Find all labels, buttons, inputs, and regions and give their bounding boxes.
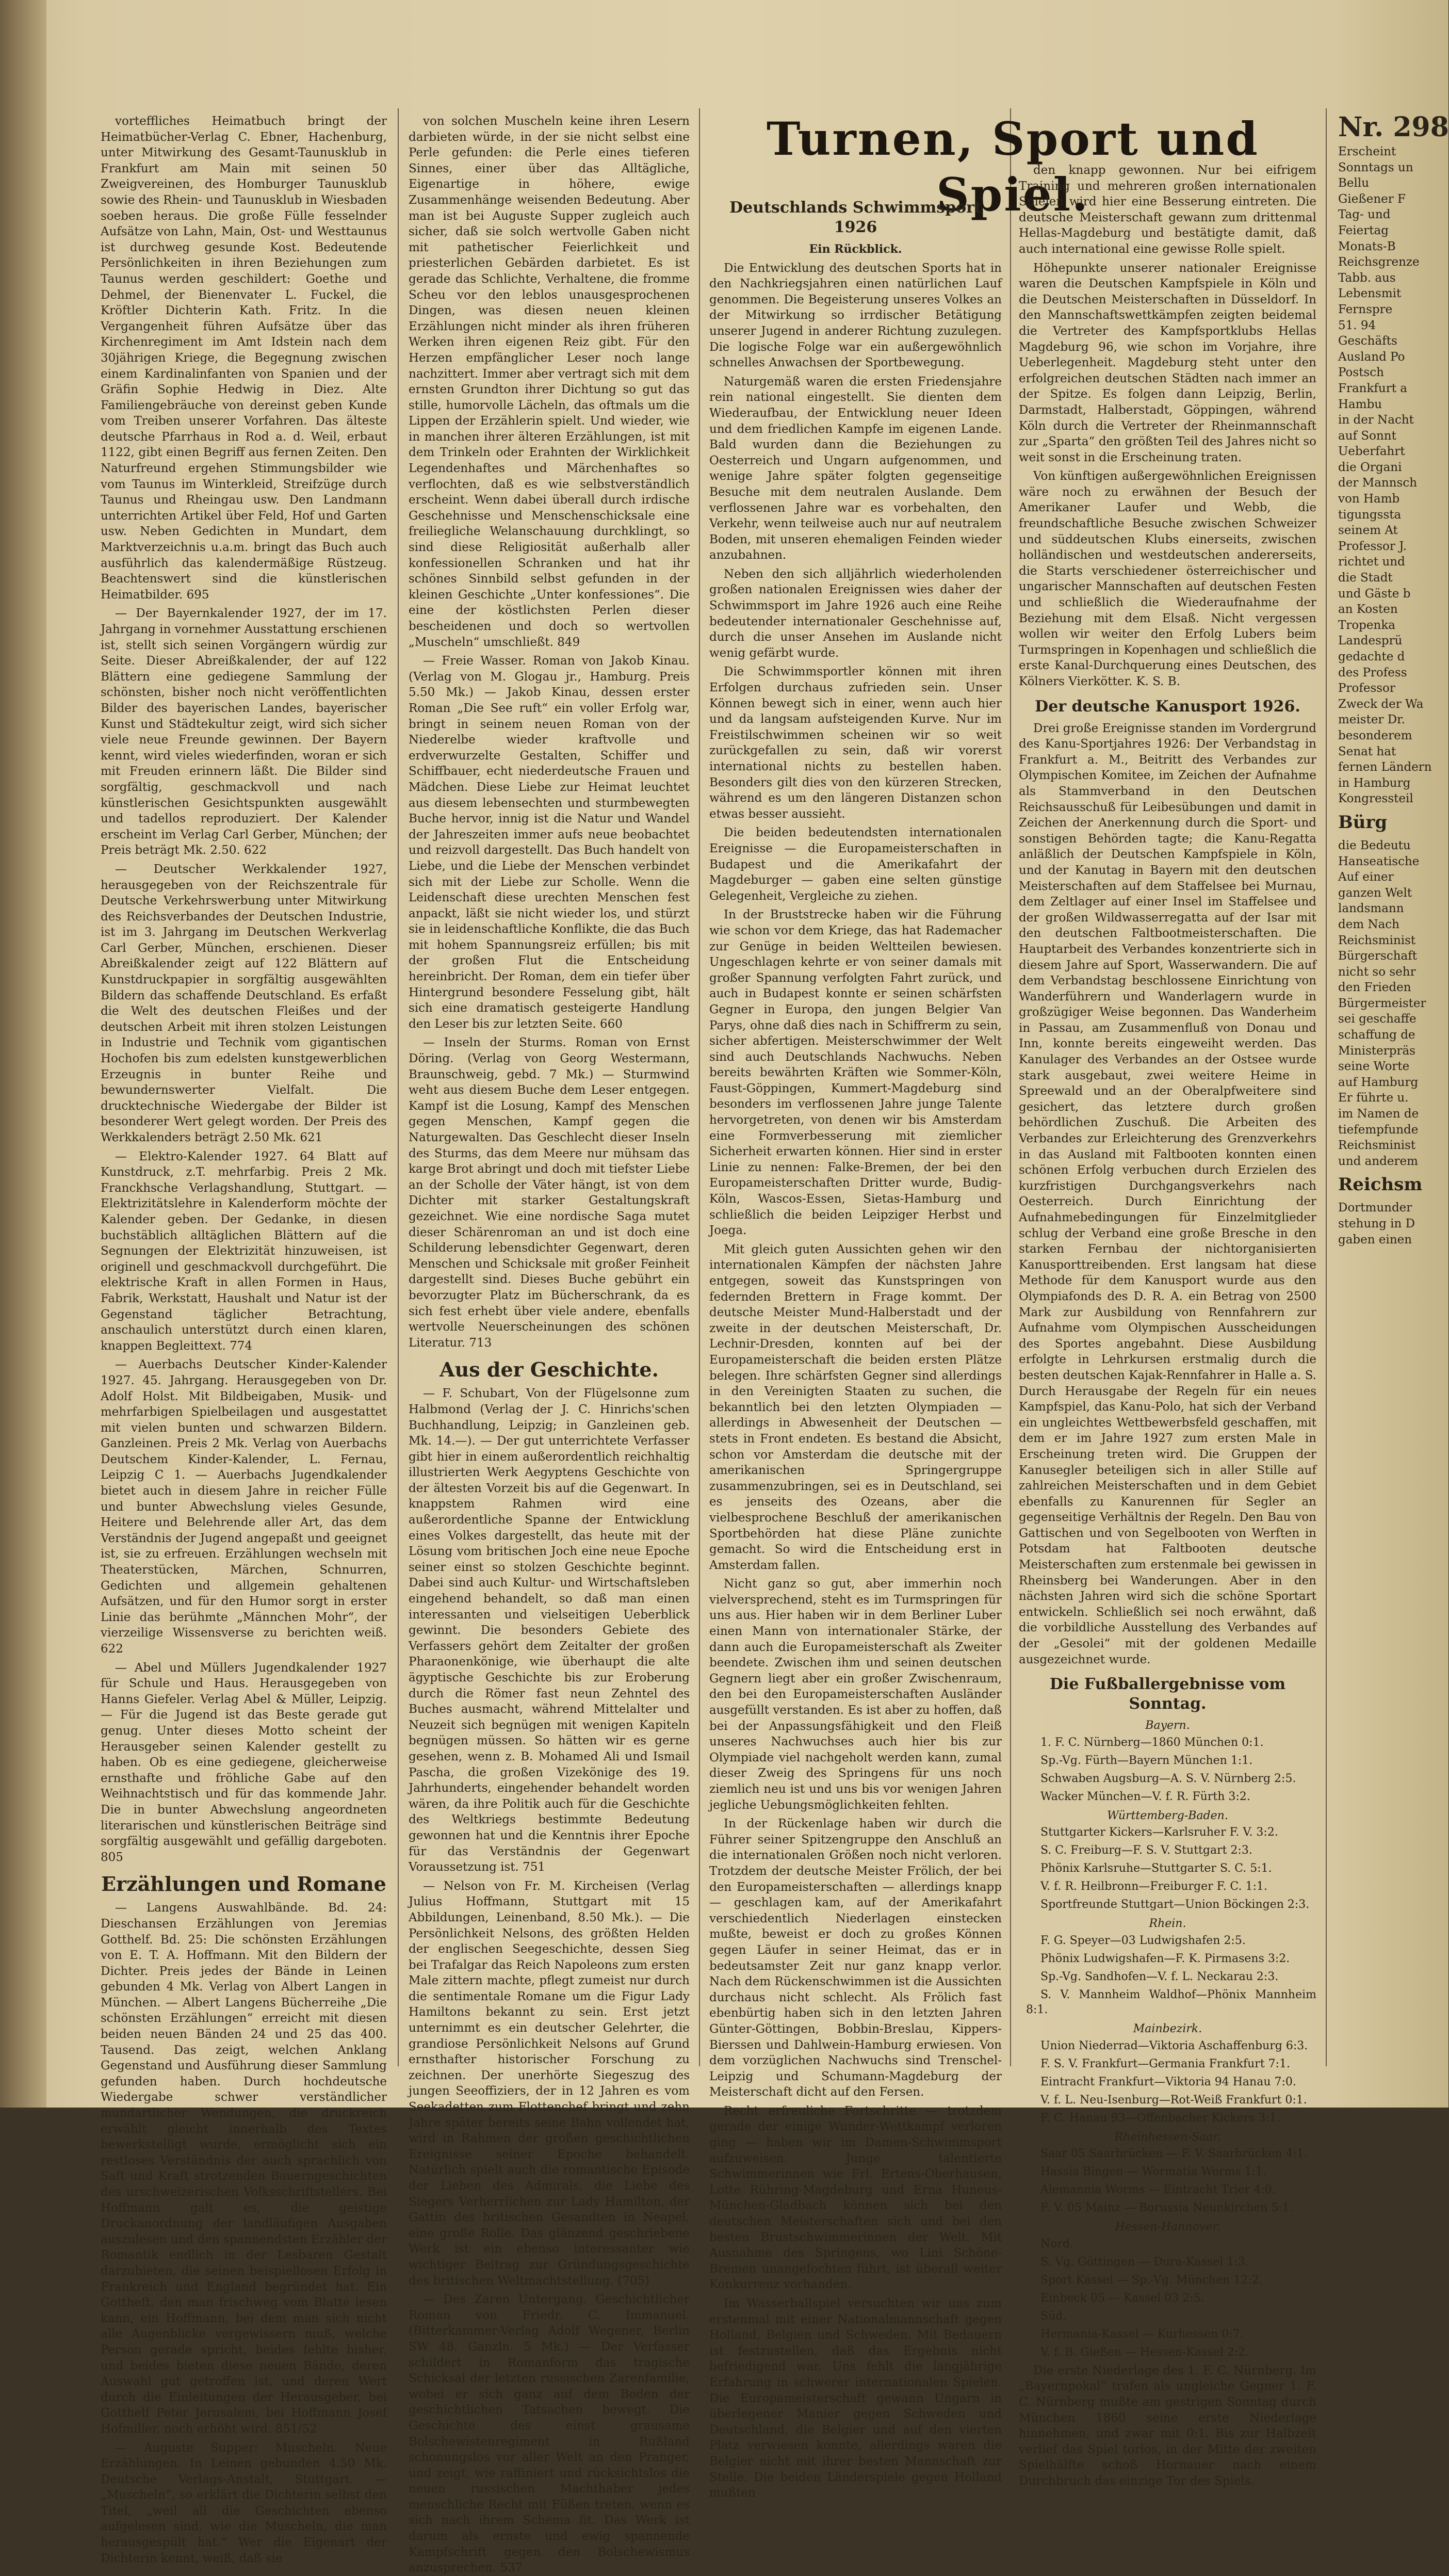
- facing-page-fragment: die Bedeutu: [1338, 838, 1411, 852]
- facing-page-fragment: Erscheint: [1338, 145, 1396, 158]
- facing-page-fragment: Reichsminist: [1338, 933, 1416, 947]
- article-paragraph: Mit gleich guten Aussichten gehen wir den internationalen Kämpfen der nächsten Jahre entgegen, soweit das Kunstspringen von federnden Brettern in Frage kommt. Der deutsche Meister Mund-Halberstadt und der zweite in der deutschen Meisterschaft, Dr. Lechnir-Dresden, konnten auf bei der Europameisterschaft die beiden ersten Plätze belegen. Ihre schärfsten Gegner sind allerdings in den Vereinigten Staaten zu suchen, die bekanntlich bei den letzten Olympiaden — allerdings in Abwesenheit der Deutschen — stets in Front endeten. Es bestand die Absicht, schon vor Amsterdam die deutsche mit der amerikanischen Springergruppe zusammenzubringen, sei es in Deutschland, sei es jenseits des Ozeans, aber die vielbesprochene Beschluß der amerikanischen Sportbehörden hat diese Pläne zunichte gemacht. So wird die Entscheidung erst in Amsterdam fallen.: [709, 1242, 1002, 1572]
- facing-page-fragment: Fernspre: [1338, 302, 1393, 316]
- facing-page-fragment: tigungssta: [1338, 508, 1402, 522]
- facing-page-fragment: den Frieden: [1338, 981, 1411, 995]
- results-region: Württemberg-Baden.: [1107, 1809, 1228, 1822]
- article-paragraph: Im Wasserballspiel versuchten wir uns zum erstenmal mit einer Nationalmannschaft gegen Holland, Belgien und Schweden. Mit Bedauern ist festzustellen, daß das Ergebnis nicht befriedigend war. Uns fehlt die langjährige Erfahrung in schwerer internationalen Spielen. Die Europameisterschaft gewann Ungarn in überlegener Manier gegen Schweden und Deutschland, die Belgier und auf den vierten Platz verwiesen konnte, allerdings waren die Belgier nicht mit ihrer besten Mannschaft zur Stelle. Die beiden Länderspiele gegen Holland mußten: [709, 2297, 1002, 2500]
- result-line: Phönix Karlsruhe—Stuttgarter S. C. 5:1.: [1040, 1862, 1272, 1875]
- article-paragraph: Die erste Niederlage des 1. F. C. Nürnberg. Im „Bayernpokal“ trafen als ungleiche Gegner 1. F. C. Nürnberg mußte am gestrigen Sonntag durch München 1860 seine erste Niederlage hinnehmen, und zwar mit 0:1. Bis zur Halbzeit verlief das Spiel torlos, in der Mitte der zweiten Spielhälfte schoß Hornauer nach einem Durchbruch das einzige Tor des Spiels.: [1019, 2363, 1316, 2488]
- article-paragraph: Drei große Ereignisse standen im Vordergrund des Kanu-Sportjahres 1926: Der Verbandstag in Frankfurt a. M., Beitritt des Verbandes zur Olympischen Komitee, im Zeichen der Aufnahme als Stammverband in den Deutschen Reichsausschuß für Leibesübungen und damit in Zeichen der Anerkennung durch die Sport- und sonstigen Behörden tagte; die Kanu-Regatta anläßlich der Deutschen Kampfspiele in Köln, und der Kanutag in Bayern mit den deutschen Meisterschaften auf dem Staffelsee bei Murnau, dem Zeltlager auf einer Insel im Staffelsee und der großen Wildwasserregatta auf der Isar mit den deutschen Faltbootmeisterschaften. Die Hauptarbeit des Verbandes konzentrierte sich in diesem Jahre auf Sport, Wasserwandern. Die auf dem Verbandstag beschlossene Einrichtung von Wanderführern und Wanderlagern wurde in großzügiger Weise begonnen. Das Wanderheim in Passau, am Zusammenfluß von Donau und Inn, konnte bereits eingeweiht werden. Das Kanulager des Verbandes an der Ostsee wurde stark ausgebaut, zwei weitere Heime in Spreewald und an der Oberalpfweitere sind gesichert, das letztere durch großen behördlichen Zuschuß. Die Arbeiten des Verbandes zur Erleichterung des Grenzverkehrs in das Ausland mit Faltbooten konnten einen schönen Erfolg verbuchen durch Erzielen des kurzfristigen Durchgangsverkehrs nach Oesterreich. Durch Einrichtung der Aufnahmebedingungen für Einzelmitglieder schlug der Verband eine große Bresche in den starken Fernbau der nichtorganisierten Kanusporttreibenden. Erst langsam hat diese Methode für dem Kanusport wurde aus den Olympiafonds des D. R. A. ein Betrag von 2500 Mark zur Ausbildung von Rennfahrern zur Aufnahme vom Olympischen Ausscheidungen des Sportes angebahnt. Diese Ausbildung erfolgte in Lehrkursen erstmalig durch die besten deutschen Kajak-Rennfahrer in Halle a. S. Durch Herausgabe der Regeln für ein neues Kampfspiel, das Kanu-Polo, hat sich der Verband ein ungleichtes Wettbewerbsfeld geschaffen, mit dem er im Jahre 1927 zum ersten Male in Erscheinung treten wird. Die Gruppen der Kanusegler beteiligen sich in aller Stille auf zahlreichen Meisterschaften und in dem Gebiet ebenfalls zu Kanurennen für Segler an gegenseitige Verhältnis der Regeln. Den Bau von Gattischen und von Segelbooten von Werften in Potsdam hat Faltbooten deutsche Meisterschaften zum erstenmale bei gewissen in Rheinsberg bei Wanderungen. Aber in den nächsten Jahren wird sich die schöne Sportart entwickeln. Schließlich sei noch erwähnt, daß die vorbildliche Ausstellung des Verbandes auf der „Gesolei“ mit der goldenen Medaille ausgezeichnet wurde.: [1019, 721, 1316, 1666]
- result-line: F. G. Speyer—03 Ludwigshafen 2:5.: [1040, 1934, 1246, 1947]
- issue-number: Nr. 298: [1338, 111, 1449, 143]
- result-line: V. f. L. Neu-Isenburg—Rot-Weiß Frankfurt 0:1.: [1040, 2093, 1307, 2107]
- result-line: F. S. V. Frankfurt—Germania Frankfurt 7:1.: [1040, 2057, 1291, 2070]
- article-heading-kanusport: Der deutsche Kanusport 1926.: [1035, 697, 1300, 716]
- facing-page-fragment: richtet und: [1338, 555, 1405, 569]
- facing-page-fragment: nicht so sehr: [1338, 965, 1416, 979]
- review-paragraph: — Nelson von Fr. M. Kircheisen (Verlag Julius Hoffmann, Stuttgart mit 15 Abbildungen, Leinenband, 8.50 Mk.). — Die Persönlichkeit Nelsons, des größten Helden der englischen Seegeschichte, dessen Sieg bei Trafalgar das Reich Napoleons zum ersten Male zittern machte, pflegt zumeist nur durch die sentimentale Romane um die Figur Lady Hamiltons bekannt zu sein. Erst jetzt unternimmt es ein deutscher Gelehrter, die grandiose Persönlichkeit Nelsons auf Grund ernsthafter historischer Forschung zu zeichnen. Der unerhörte Siegeszug des jungen Seeoffiziers, der in 12 Jahren es vom Seekadetten zum Flottenchef bringt und zehn Jahre später bereits seine Bahn vollendet hat, wird in Rahmen der großen geschichtlichen Ereignisse seiner Epoche behandelt. Natürlich spielt auch die romantische Episode der Lieben des Admirals, die Liebe des Siegers Verherrlichen zur Lady Hamilton, der Gattin des britischen Gesandten in Neapel, eine große Rolle. Das glänzend geschriebene Werk ist ein ebenso interessanter wie wichtiger Beitrag zur Gründungsgeschichte des britischen Weltmachtstellung. (705): [409, 1879, 690, 2288]
- result-line: Süd.: [1040, 2309, 1067, 2323]
- facing-page-fragment: sei geschaffe: [1338, 1012, 1417, 1026]
- article-paragraph: Nicht ganz so gut, aber immerhin noch vielversprechend, steht es im Turmspringen für uns aus. Hier haben wir in dem Berliner Luber einen Mann von internationaler Stärke, der dann auch die Europameisterschaft als Zweiter beendete. Zwischen ihm und seinen deutschen Gegnern liegt aber ein großer Zwischenraum, den bei den Europameisterschaften Ausländer ausgefüllt verstanden. Es ist aber zu hoffen, daß bei der Anpassungsfähigkeit und den Fleiß unseres Nachwuchses auch hier bis zur Olympiade viel nachgeholt werden kann, zumal dieser Zweig des Springens für uns noch ziemlich neu ist und uns bis vor wenigen Jahren jegliche Uebungsmöglichkeiten fehlten.: [709, 1577, 1002, 1812]
- result-line: Schwaben Augsburg—A. S. V. Nürnberg 2:5.: [1040, 1772, 1296, 1785]
- review-paragraph: — Inseln der Sturms. Roman von Ernst Döring. (Verlag von Georg Westermann, Braunschweig, gebd. 7 Mk.) — Sturmwind weht aus diesem Buche dem Leser entgegen. Kampf ist die Losung, Kampf des Menschen gegen Menschen, Kampf gegen die Naturgewalten. Das Geschlecht dieser Inseln des Sturms, das dem Meere nur mühsam das karge Brot abringt und doch mit tiefster Liebe an der Scholle der Väter hängt, ist von dem Dichter mit starker Gestaltungskraft gezeichnet. Wie eine nordische Saga mutet dieser Schärenroman an und ist doch eine Schilderung lebensdichter Gegenwart, deren Menschen und Schicksale mit großer Feinheit dargestellt sind. Dieses Buche gebührt ein bevorzugter Platz im Bücherschrank, da es sich fest erhebt über viele andere, ebenfalls wertvolle Neuerscheinungen des schönen Literatur. 713: [409, 1036, 690, 1350]
- facing-page-fragment: Frankfurt a: [1338, 381, 1408, 395]
- facing-page-fragment: Tropenka: [1338, 618, 1395, 632]
- facing-page-fragment: auf Sonnt: [1338, 429, 1396, 443]
- facing-page-fragment: des Profess: [1338, 666, 1407, 679]
- result-line: Hassia Bingen — Wormatia Worms 1:1.: [1040, 2165, 1266, 2179]
- facing-page-strip: [1338, 111, 1448, 2061]
- facing-page-fragment: der Mannsch: [1338, 476, 1418, 490]
- article-heading-schwimmsport: Deutschlands Schwimmsport 1926: [729, 199, 982, 236]
- column-swimming-article: [709, 191, 1002, 2500]
- result-line: S. Vg. Göttingen — Dura-Kassel 1:3.: [1040, 2255, 1249, 2269]
- article-paragraph: Höhepunkte unserer nationaler Ereignisse waren die Deutschen Kampfspiele in Köln und die Deutschen Meisterschaften in Düsseldorf. In den Mannschaftswettkämpfen zeigten beidemal die Vertreter des Kampfsportklubs Hellas Magdeburg 96, wie schon im Vorjahre, ihre Ueberlegenheit. Magdeburg steht unter den erfolgreichen deutschen Städten nach immer an der Spitze. Es folgen dann Leipzig, Berlin, Darmstadt, Halberstadt, Göppingen, während Köln durch die Vertreter der Rheinmannschaft zur „Sparta“ den größten Teil des Jahres nicht so weit sonst in die Erscheinung traten.: [1019, 261, 1316, 464]
- facing-page-fragment: Zweck der Wa: [1338, 697, 1424, 711]
- column-book-reviews: [101, 114, 387, 2565]
- article-paragraph: Die Entwicklung des deutschen Sports hat in den Nachkriegsjahren einen natürlichen Lauf genommen. Die Begeisterung unseres Volkes an der Mitwirkung so irrdischer Betätigung unserer Jugend in anderer Richtung zuzulegen. Die logische Folge war ein außergewöhnlich schnelles Anwachsen der Sportbewegung.: [709, 261, 1002, 370]
- facing-page-fragment: auf Hamburg: [1338, 1075, 1419, 1089]
- facing-page-fragment: Postsch: [1338, 366, 1384, 380]
- article-paragraph: In der Rückenlage haben wir durch die Führer seiner Spitzengruppe den Anschluß an die internationalen Größen noch nicht verloren. Trotzdem der deutsche Meister Frölich, der bei den Europameisterschaften — allerdings knapp — geschlagen kam, auf der Amerikafahrt verschiedentlich Niederlagen einstecken mußte, beweist er doch zu großes Können gegen Läufer in seiner Heimat, das er in bedeutsamster Zeit nur ganz knapp verlor. Nach dem Rückenschwimmen ist die Aussichten durchaus nicht schlecht. Als Frölich fast ebenbürtig haben sich in den letzten Jahren Günter-Göttingen, Bobbin-Breslau, Kippers-Bierssen und Dahlwein-Hamburg erwiesen. Von dem vorzüglichen Nachwuchs sind Trenschel-Leipzig und Schumann-Magdeburg der Meisterschaft dicht auf den Fersen.: [709, 1817, 1002, 2099]
- facing-page-fragment: an Kosten: [1338, 603, 1398, 617]
- facing-page-fragment: stehung in D: [1338, 1217, 1415, 1230]
- article-paragraph: Die Schwimmsportler können mit ihren Erfolgen durchaus zufrieden sein. Unser Können bewegt sich in einer, wenn auch hier und da langsam aufsteigenden Kurve. Nur im Freistilschwimmen scheinen wir so weit zurückgefallen zu sein, daß wir vorerst international nichts zu bestellen haben. Besonders gilt dies von den kürzeren Strecken, während es um den längeren Distanzen schon etwas besser aussieht.: [709, 665, 1002, 821]
- results-region: Rhein.: [1149, 1917, 1186, 1931]
- result-line: V. f. B. Gießen — Hessen-Kassel 2:2.: [1040, 2345, 1249, 2359]
- review-paragraph: — Auguste Supper: Muscheln. Neue Erzählungen. In Leinen gebunden 4.50 Mk. Deutsche Verlags-Anstalt, Stuttgart. — „Muscheln“, so erklärt die Dichterin selbst den Titel, „weil all die Geschichten ebenso aufgelesen sind, wie die Muscheln, die man herausgespült hat.“ Wer die Eigenart der Dichterin kennt, weiß, daß sie: [101, 2441, 387, 2565]
- result-line: Wacker München—V. f. R. Fürth 3:2.: [1040, 1790, 1250, 1803]
- facing-page-fragment: Bürgermeister: [1338, 996, 1426, 1010]
- article-paragraph: den knapp gewonnen. Nur bei eifrigem Training und mehreren großen internationalen Spielen wird hier eine Besserung eintreten. Die deutsche Meisterschaft gewann zum drittenmal Hellas-Magdeburg und bestätigte damit, daß auch international eine gewisse Rolle spielt.: [1019, 164, 1316, 256]
- facing-page-fragment: besonderem: [1338, 728, 1412, 742]
- results-region: Rheinhessen-Saar.: [1114, 2130, 1221, 2144]
- facing-page-fragment: Geschäfts: [1338, 334, 1397, 348]
- facing-page-fragment: meister Dr.: [1338, 713, 1405, 727]
- facing-page-fragment: Landesprü: [1338, 634, 1403, 648]
- review-paragraph: — Deutscher Werkkalender 1927, herausgegeben von der Reichszentrale für Deutsche Verkehrswerbung unter Mitwirkung des Reichsverbandes der Deutschen Industrie, ist im 3. Jahrgang im Deutschen Werkverlag Carl Gerber, München, erschienen. Dieser Abreißkalender zeigt auf 122 Blättern auf Kunstdruckpapier in sorgfältig ausgewählten Bildern das schaffende Deutschland. Es erfaßt die Welt des deutschen Fleißes und der deutschen Arbeit mit ihren stolzen Leistungen in Industrie und Technik vom gigantischen Hochofen bis zum edelsten kunstgewerblichen Erzeugnis in bunter Reihe und bewundernswerter Vielfalt. Die drucktechnische Wiedergabe der Bilder ist besonderer Wert gelegt worden. Der Preis des Werkkalenders beträgt 2.50 Mk. 621: [101, 862, 387, 1144]
- facing-page-fragment: die Stadt: [1338, 571, 1393, 585]
- facing-page-fragment: landsmann: [1338, 902, 1404, 916]
- review-paragraph: — Elektro-Kalender 1927. 64 Blatt auf Kunstdruck, z.T. mehrfarbig. Preis 2 Mk. Franckhsche Verlagshandlung, Stuttgart. — Elektrizitätslehre in Kalenderform möchte der Kalender geben. Der Gedanke, in diesen buchstäblich alltäglichen Blättern auf die Segnungen der Elektrizität hinzuweisen, ist originell und geschmackvoll durchgeführt. Die elektrische Kraft in allen Formen in Haus, Fabrik, Werkstatt, Haushalt und Natur ist der Gegenstand täglicher Betrachtung, anschaulich unterstützt durch einen klaren, knappen Begleittext. 774: [101, 1149, 387, 1353]
- article-paragraph: Recht erfreuliche Fortschritte — trotzdem gerade der einige Wunder-Wettkampf verloren ging — haben wir im Damen-Schwimmsport aufzuweisen. Junge talentierte Schwimmerinnen wie Frl. Ertens-Oberhausen, Lotte Rühring-Magdeburg und Erna Huneus-München-Gladbach können sich bei den deutschen Meisterschaften sich und bei den besten Brustschwimmerinnen der Welt. Mit Ausnahme des Springens, wo Lini Schöne-Bremen unangefochten führt, ist überall weiter Konkurrenz vorhanden.: [709, 2104, 1002, 2292]
- review-paragraph: — F. Schubart, Von der Flügelsonne zum Halbmond (Verlag der J. C. Hinrichs'schen Buchhandlung, Leipzig; in Ganzleinen geb. Mk. 14.—). — Der gut unterrichtete Verfasser gibt hier in einem außerordentlich reichhaltig illustrierten Werk Aegyptens Geschichte von der ältesten Vorzeit bis auf die Gegenwart. In knappstem Rahmen wird eine außerordentliche Spanne der Entwicklung eines Volkes dargestellt, das heute mit der Lösung vom britischen Joch eine neue Epoche seiner einst so stolzen Geschichte beginnt. Dabei sind auch Kultur- und Wirtschaftsleben eingehend behandelt, so daß man einen interessanten und vielseitigen Ueberblick gewinnt. Die besonders Gebiete des Verfassers gehört dem Zeitalter der großen Pharaonenkönige, wie überhaupt die alte ägyptische Geschichte bis zur Eroberung durch die Römer fast neun Zehntel des Buches ausmacht, während Mittelalter und Neuzeit sich begnügen mit wenigen Kapiteln begnügen müssen. So hätten wir es gerne gesehen, wenn z. B. Mohamed Ali und Ismail Pascha, die großen Vizekönige des 19. Jahrhunderts, eingehender behandelt worden wären, da ihre Politik auch für die Geschichte des Weltkriegs bestimmte Bedeutung gewonnen hat und die Kenntnis ihrer Epoche für das Verständnis der Gegenwart Voraussetzung ist. 751: [409, 1387, 690, 1874]
- facing-page-fragment: Senat hat: [1338, 744, 1396, 758]
- result-line: 1. F. C. Nürnberg—1860 München 0:1.: [1040, 1736, 1264, 1749]
- result-line: F. V. 05 Mainz — Borussia Neunkirchen 5:1.: [1040, 2201, 1293, 2215]
- result-line: S. C. Freiburg—F. S. V. Stuttgart 2:3.: [1040, 1844, 1252, 1857]
- review-paragraph: — Abel und Müllers Jugendkalender 1927 für Schule und Haus. Herausgegeben von Hanns Giefeler. Verlag Abel & Müller, Leipzig. — Für die Jugend ist das Beste gerade gut genug. Unter dieses Motto scheint der Herausgeber seinen Kalender gestellt zu haben. Ob es eine gediegene, gleicherweise ernsthafte und fröhliche Gabe auf den Weihnachtstisch und für das kommende Jahr. Die in bunter Abwechslung angeordneten literarischen und künstlerischen Beiträge sind sorgfältig ausgewählt und gefällig dargeboten. 805: [101, 1661, 387, 1864]
- results-region: Hessen-Hannover.: [1115, 2221, 1220, 2234]
- facing-page-fragment: dem Nach: [1338, 917, 1399, 931]
- facing-page-fragment: Monats-B: [1338, 239, 1396, 253]
- result-line: Einbeck 05 — Kassel 03 2:5.: [1040, 2291, 1204, 2305]
- facing-page-fragment: Reichsgrenze: [1338, 255, 1420, 269]
- result-line: Sp.-Vg. Fürth—Bayern München 1:1.: [1040, 1754, 1253, 1767]
- column-rule: [699, 108, 700, 2066]
- facing-page-fragment: in Hamburg: [1338, 776, 1411, 790]
- facing-page-fragment: ganzen Welt: [1338, 886, 1412, 900]
- results-region: Mainbezirk.: [1133, 2022, 1202, 2035]
- article-subheading: Ein Rückblick.: [809, 242, 902, 256]
- result-line: S. V. Mannheim Waldhof—Phönix Mannheim 8:1.: [1026, 1988, 1316, 2016]
- article-heading-fussball: Die Fußballergebnisse vom Sonntag.: [1049, 1675, 1286, 1713]
- facing-page-fragment: Lebensmit: [1338, 287, 1402, 301]
- result-line: Nord.: [1040, 2237, 1074, 2250]
- facing-page-fragment: Tag- und: [1338, 208, 1391, 222]
- result-line: Sport Kassel — Sp.-Vg. München 12:2.: [1040, 2273, 1263, 2287]
- review-paragraph: — Der Bayernkalender 1927, der im 17. Jahrgang in vornehmer Ausstattung erschienen ist, stellt sich seinen Vorgängern würdig zur Seite. Dieser Abreißkalender, der auf 122 Blättern eine gediegene Sammlung der schönsten, bisher noch nicht veröffentlichten Bilder des bayerischen Landes, bayerischer Kunst und Städtekultur zeigt, wird sich sicher viele neue Freunde gewinnen. Der Bayern kennt, wird vieles wiederfinden, woran er sich mit Freuden erinnern läßt. Die Bilder sind sorgfältig, geschmackvoll und nach künstlerischen Gesichtspunkten ausgewählt und tadellos reproduziert. Der Kalender erscheint im Verlag Carl Gerber, München; der Preis beträgt Mk. 2.50. 622: [101, 607, 387, 857]
- column-sport-news: [1019, 163, 1316, 2488]
- section-heading-geschichte: Aus der Geschichte.: [439, 1358, 659, 1382]
- result-line: V. f. R. Heilbronn—Freiburger F. C. 1:1.: [1040, 1880, 1267, 1893]
- page-binding-edge: [0, 0, 46, 2108]
- facing-page-fragment: Professor J.: [1338, 539, 1407, 553]
- facing-page-fragment: Professor: [1338, 682, 1395, 695]
- facing-page-fragments: [1338, 144, 1448, 1248]
- facing-page-fragment: und anderem: [1338, 1154, 1418, 1168]
- column-rule: [1010, 108, 1011, 2066]
- facing-page-fragment: Dortmunder: [1338, 1201, 1412, 1215]
- facing-page-fragment: Ausland Po: [1338, 350, 1405, 364]
- facing-page-fragment: schaffung de: [1338, 1028, 1415, 1042]
- facing-page-fragment: von Hamb: [1338, 492, 1400, 506]
- facing-page-fragment: Bürgerschaft: [1338, 949, 1418, 963]
- facing-page-fragment: Sonntags un: [1338, 160, 1413, 174]
- facing-page-fragment: gedachte d: [1338, 650, 1405, 663]
- section-heading-erzaehlungen: Erzählungen und Romane: [101, 1872, 386, 1896]
- facing-page-fragment: gaben einen: [1338, 1233, 1412, 1246]
- facing-page-fragment: 51. 94: [1338, 318, 1376, 332]
- article-paragraph: Die beiden bedeutendsten internationalen Ereignisse — die Europameisterschaften in Budapest und die Amerikafahrt der Magdeburger — gaben eine selten günstige Gelegenheit, Vergleiche zu ziehen.: [709, 826, 1002, 903]
- facing-page-fragment: seinem At: [1338, 524, 1398, 538]
- result-line: Alemannia Worms — Eintracht Trier 4:0.: [1040, 2183, 1276, 2197]
- facing-page-fragment: seine Worte: [1338, 1060, 1410, 1074]
- facing-page-fragment: die Organi: [1338, 460, 1402, 474]
- result-line: Sportfreunde Stuttgart—Union Böckingen 2:3.: [1040, 1898, 1310, 1911]
- result-line: Eintracht Frankfurt—Viktoria 94 Hanau 7:0.: [1040, 2075, 1296, 2088]
- review-paragraph: vorteffliches Heimatbuch bringt der Heimatbücher-Verlag C. Ebner, Hachenburg, unter Mitwirkung des Gesamt-Taunusklub in Frankfurt am Main mit seinen 50 Zweigvereinen, des Homburger Taunusklub sowie des Rhein- und Taunusklub in Wiesbaden soeben heraus. Die große Fülle fesselnder Aufsätze von Lahn, Main, Ost- und Westtaunus ist durchweg gesunde Kost. Bedeutende Persönlichkeiten in ihren Beziehungen zum Taunus werden geschildert: Goethe und Dehmel, der Bienenvater L. Fuckel, die Kröftler Dichterin Kath. Fritz. In die Vergangenheit führen Aufsätze über das Kirchenregiment im Amt Idstein nach dem 30jährigen Kriege, die Begegnung zwischen einem Kardinalinfanten von Spanien und der Gräfin Sophie Hedwig in Diez. Alte Familiengebräuche von dereinst geben Kunde vom Treiben unserer Vorfahren. Das älteste deutsche Pfarrhaus in Rod a. d. Weil, erbaut 1122, gibt einen Begriff aus fernen Zeiten. Den Naturfreund ergehen Stimmungsbilder wie vom Taunus im Winterkleid, Streifzüge durch Taunus und Rheingau usw. Den Landmann unterrichten Artikel über Feld, Hof und Garten usw. Neben Gedichten in Mundart, dem Marktverzeichnis u.a.m. bringt das Buch auch ausführlich das kalendermäßige Rüstzeug. Beachtenswert sind die künstlerischen Heimatbilder. 695: [101, 115, 387, 602]
- column-book-reviews-2: [409, 114, 690, 2575]
- facing-page-fragment: Hambu: [1338, 397, 1382, 411]
- result-line: Stuttgarter Kickers—Karlsruher F. V. 3:2.: [1040, 1826, 1278, 1839]
- article-paragraph: Naturgemäß waren die ersten Friedensjahre rein national eingestellt. Sie dienten dem Wiederaufbau, der Entwicklung neuer Ideen und dem friedlichen Kampfe im eigenen Lande. Bald wurden dann die Beziehungen zu Oesterreich und Ungarn aufgenommen, und wenige Jahre später folgten gegenseitige Besuche mit dem neutralen Auslande. Dem verflossenen Jahre war es vorbehalten, den Verkehr, wenn teilweise auch nur auf neutralem Boden, mit unseren ehemaligen Feinden wieder anzubahnen.: [709, 375, 1002, 562]
- review-paragraph: — Freie Wasser. Roman von Jakob Kinau. (Verlag von M. Glogau jr., Hamburg. Preis 5.50 Mk.) — Jakob Kinau, dessen erster Roman „Die See ruft“ ein voller Erfolg war, bringt in seinem neuen Roman von der Niederelbe wieder kraftvolle und erdverwurzelte Gestalten, Schiffer und Schiffbauer, echt niederdeutsche Frauen und Mädchen. Diese Liebe zur Heimat leuchtet aus diesem lebensechten und sturmbewegten Buche hervor, innig ist die Natur und Wandel der Jahreszeiten immer aufs neue beobachtet und reizvoll dargestellt. Das Buch handelt von Liebe, und die Liebe der Menschen verbindet sich mit der Liebe zur Scholle. Wenn die Leidenschaft diese urechten Menschen fest anpackt, läßt sie nicht wieder los, und stürzt sie in leidenschaftliche Konflikte, die das Buch mit hohem Spannungsreiz erfüllen; bis mit der großen Flut die Entscheidung hereinbricht. Der Roman, dem ein tiefer über Hintergrund besondere Fesselung gibt, hält sich eine dramatisch gesteigerte Handlung den Leser bis zur letzten Seite. 660: [409, 654, 690, 1031]
- article-paragraph: Neben den sich alljährlich wiederholenden großen nationalen Ereignissen wies daher der Schwimmsport im Jahre 1926 auch eine Reihe bedeutender internationaler Geschehnisse auf, durch die unser Ansehen im Auslande nicht wenig gefärbt wurde.: [709, 567, 1002, 660]
- review-paragraph: — Des Zaren Untergang. Geschichtlicher Roman von Friedr. C. Immanuel. (Bitterkammer-Verlag Adolf Wegener, Berlin SW 48. Ganzln. 5 Mk.) — Der Verfasser schildert in Romanform das tragische Schicksal der letzten russischen Zarenfamilie, wobei er sich ganz auf dem Boden der geschichtlichen Tatsachen bewegt. Die Geschichte des einst grausame Bolschewistenregiment in Rußland schonungslos vor aller Welt an den Pranger, und zeigt, wie raffiniert und rücksichtslos die neuen russischen Machthaber jedes menschliche Recht mit Füßen treten, wenn es sich nach ihrem Schema fit. Das Werk ist darum als ernste und ewig spannende Kampfschrift gegen den Bolschewismus anzusprechen. 537: [409, 2293, 690, 2575]
- result-line: Phönix Ludwigshafen—F. K. Pirmasens 3:2.: [1040, 1952, 1290, 1965]
- facing-page-fragment: Ueberfahrt: [1338, 445, 1405, 459]
- facing-page-fragment: Bürg: [1338, 812, 1388, 833]
- facing-page-fragment: Kongressteil: [1338, 792, 1413, 806]
- facing-page-fragment: in der Nacht: [1338, 413, 1414, 427]
- facing-page-fragment: Reichsm: [1338, 1174, 1423, 1195]
- facing-page-fragment: fernen Ländern: [1338, 760, 1432, 774]
- facing-page-fragment: Ministerpräs: [1338, 1044, 1415, 1058]
- article-paragraph: Von künftigen außergewöhnlichen Ereignissen wäre noch zu erwähnen der Besuch der Amerikaner Laufer und Webb, die freundschaftliche Besuche zwischen Schweizer und süddeutschen Klubs einerseits, zwischen holländischen und westdeutschen andererseits, die Starts verschiedener österreichischer und ungarischer Mannschaften auf deutschen Festen und schließlich die Wiederaufnahme der Beziehung mit dem Elsaß. Nicht vergessen wollen wir weiter den Erfolg Lubers beim Turmspringen in Kopenhagen und schließlich die erste Kanal-Durchquerung eines Deutschen, des Kölners Vierkötter. K. S. B.: [1019, 469, 1316, 688]
- facing-page-fragment: Bellu: [1338, 176, 1370, 190]
- result-line: Union Niederrad—Viktoria Aschaffenburg 6:3.: [1040, 2039, 1308, 2052]
- article-paragraph: In der Bruststrecke haben wir die Führung wie schon vor dem Kriege, das hat Rademacher zur Genüge in beiden Weltteilen bewiesen. Ungeschlagen kehrte er von seiner damals mit großer Spannung verfolgten Fahrt zurück, und auch in Budapest konnte er seinen schärfsten Gegner in Europa, den jungen Belgier Van Parys, ohne daß dies nach in Schiffrerm zu sein, sicher abfertigen. Meisterschwimmer der Welt sind auch Deutschlands Nachwuchs. Neben bereits bewährten Kräften wie Sommer-Köln, Faust-Göppingen, Kummert-Magdeburg sind besonders im verflossenen Jahre junge Talente hervorgetreten, von denen wir bis Amsterdam eine Formverbesserung mit ziemlicher Sicherheit erwarten können. Hier sind in erster Linie zu nennen: Falke-Bremen, der bei den Europameisterschaften Dritter wurde, Budig-Köln, Wascos-Essen, Sietas-Hamburg und schließlich die beiden Leipziger Herbst und Joega.: [709, 908, 1002, 1238]
- facing-page-fragment: Gießener F: [1338, 192, 1406, 206]
- facing-page-fragment: Auf einer: [1338, 870, 1394, 884]
- review-paragraph: — Langens Auswahlbände. Bd. 24: Dieschansen Erzählungen von Jeremias Gotthelf. Bd. 25: Die schönsten Erzählungen von E. T. A. Hoffmann. Mit den Bildern der Dichter. Preis jedes der Bände in Leinen gebunden 4 Mk. Verlag von Albert Langen in München. — Albert Langens Bücherreihe „Die schönsten Erzählungen“ erreicht mit diesen beiden neuen Bänden 24 und 25 das 400. Tausend. Das zeigt, welchen Anklang Gegenstand und Ausführung dieser Sammlung gefunden haben. Durch hochdeutsche Wiedergabe schwer verständlicher mundartlicher Wendungen, die druckreich erwählt gleicht innerhalb des Textes bewerkstelligt wurde, ermöglicht sich ein restloses Verständnis der auch sprachlich von Saft und Kraft strotzenden Bauerngeschichten des urschweizerischen Volksschriftstellers. Bei Hoffmann galt es, die geistige Druckanordnung der landläufigen Ausgaben auszulesen und den spannendsten Erzähler der Romantik endlich in der Lesbaren Gestalt darzubieten, die seinen beispiellosen Erfolg in Frankreich und England begründet hat. Ein Gottheft, den man frischweg vom Blatte lesen kann, ein Hoffmann, bei dem man sich nicht alle Augenblicke vergewissern muß, welche Person gerade spricht, beides fehlte bisher, und beides bieten diese neuen Bände, deren Auswahl gut getroffen ist, und deren Wert durch die Einleitungen der Herausgeber, bei Gotthelf Peter Jerusalem, bei Hoffmann Josef Hofmiller, noch erhöht wird. 851/52: [101, 1901, 387, 2436]
- column-rule: [398, 108, 399, 2066]
- facing-page-fragment: Tabb. aus: [1338, 271, 1396, 285]
- column-rule: [1326, 108, 1327, 2066]
- sport-section-masthead: Turnen, Sport und Spiel.: [767, 112, 1259, 221]
- facing-page-fragment: Reichsminist: [1338, 1139, 1416, 1153]
- review-paragraph: — Auerbachs Deutscher Kinder-Kalender 1927. 45. Jahrgang. Herausgegeben von Dr. Adolf Holst. Mit Bildbeigaben, Musik- und mehrfarbigen Spielbeilagen und ausgestattet mit vielen bunten und schwarzen Bildern. Ganzleinen. Preis 2 Mk. Verlag von Auerbachs Deutschem Kinder-Kalender, L. Fernau, Leipzig C 1. — Auerbachs Jugendkalender bietet auch in diesem Jahre in reicher Fülle und bunter Abwechslung vieles Gesunde, Heitere und Belehrende aller Art, das dem Verständnis der Jugend angepaßt und geeignet ist, sie zu erfreuen. Erzählungen wechseln mit Theaterstücken, Märchen, Schnurren, Gedichten und allgemein gehaltenen Aufsätzen, und für den Humor sorgt in erster Linie das berühmte „Männchen Mohr“, der vierzeilige Wissensverse zu berichten weiß. 622: [101, 1358, 387, 1656]
- facing-page-fragment: Er führte u.: [1338, 1091, 1409, 1105]
- result-line: Sp.-Vg. Sandhofen—V. f. L. Neckarau 2:3.: [1040, 1970, 1279, 1983]
- facing-page-fragment: im Namen de: [1338, 1107, 1419, 1121]
- result-line: Saar 05 Saarbrücken — F. V. Saarbrücken 4:1.: [1040, 2147, 1308, 2161]
- result-line: Hermania-Kassel — Kurhessen 0:7.: [1040, 2327, 1244, 2341]
- facing-page-fragment: Feiertag: [1338, 223, 1389, 237]
- facing-page-fragment: und Gäste b: [1338, 587, 1411, 601]
- results-region: Bayern.: [1145, 1719, 1190, 1732]
- result-line: F. C. Hanau 93—Offenbacher Kickers 3:1.: [1040, 2111, 1281, 2125]
- facing-page-fragment: Hanseatische: [1338, 854, 1420, 868]
- facing-page-fragment: tiefempfunde: [1338, 1123, 1419, 1137]
- review-paragraph: von solchen Muscheln keine ihren Lesern darbieten würde, in der sie nicht selbst eine Perle gefunden: die Perle eines tieferen Sinnes, einer über das Alltägliche, Eigenartige in höhere, ewige Zusammenhänge weisenden Bedeutung. Aber man ist bei Auguste Supper zugleich auch sicher, daß sie solch wertvolle Gaben nicht mit pathetischer Feierlichkeit und priesterlichen Gebärden darbietet. Es ist gerade das Schlichte, Verhaltene, die fromme Scheu vor den leblos unausgesprochenen Dingen, was diesen neuen kleinen Erzählungen nicht minder als ihren früheren Werken ihren eigenen Reiz gibt. Für den Herzen empfänglicher Leser noch lange nachzittert. Immer aber vertragt sich mit dem ernsten Grundton ihrer Dichtung so gut das stille, humorvolle Lächeln, das oftmals um die Lippen der Erzählerin spielt. Und wieder, wie in manchen ihrer älteren Erzählungen, ist mit dem Trinkeln oder Erahnten der Wirklichkeit Legendenhaftes und Märchenhaftes so verflochten, daß es wie selbstverständlich erscheint. Wenn dabei überall durch irdische Geschehnisse und Menschenschicksale eine freiliegliche Welanschauung durchklingt, so sind diese Religiosität außerhalb aller konfessionellen Schranken und hat ihr schönes Sinnbild selbst gefunden in der kleinen Geschichte „Unter konfessiones“. Die eine der köstlichsten Perlen dieser bescheidenen und doch so wertvollen „Muscheln“ umschließt. 849: [409, 115, 690, 649]
